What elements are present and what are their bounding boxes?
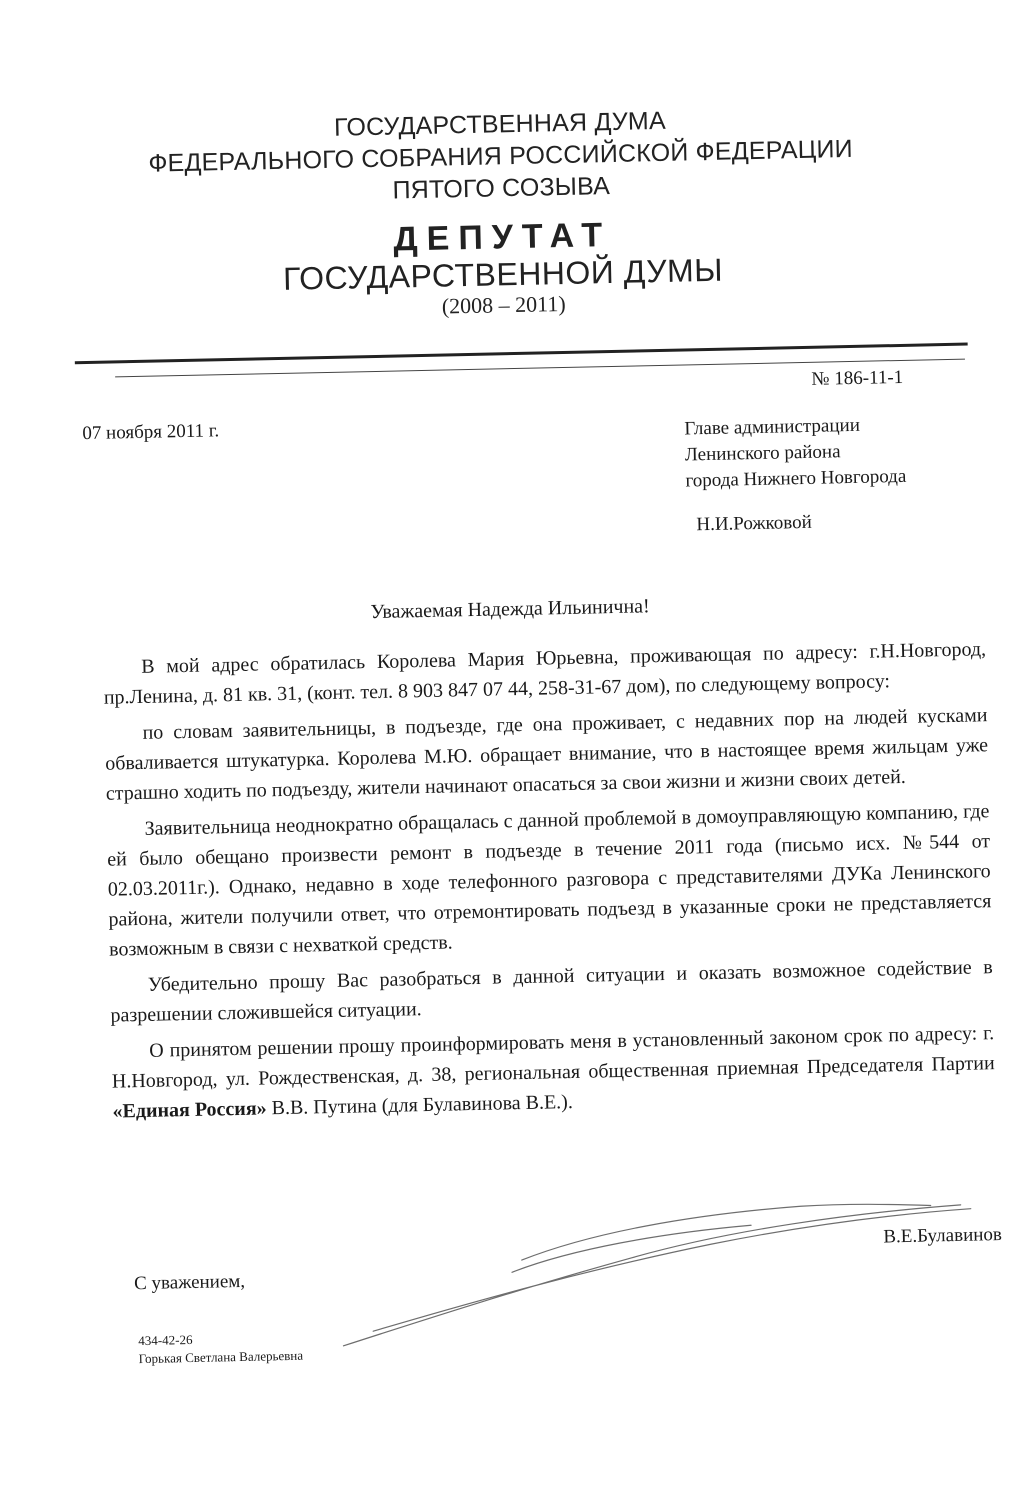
party-name: «Единая Россия» [112,1097,267,1123]
salutation: Уважаемая Надежда Ильинична! [370,595,650,624]
document-number: № 186-11-1 [811,366,904,390]
letter-body [103,634,996,1132]
letterhead-line1: ГОСУДАРСТВЕННАЯ ДУМА [333,106,667,142]
final-text-after: В.В. Путина (для Булавинова В.Е.). [266,1090,574,1120]
executor-contact: 434-42-26 Горькая Светлана Валерьевна [138,1332,304,1367]
body-paragraph: В мой адрес обратилась Королева Мария Юрьевна, проживающая по адресу: г.Н.Новгород, пр.Ленина, д. 81 кв. 31, (конт. тел. 8 903 847 07 44, 258-31-67 дом), по следующему вопросу: [103,638,987,709]
letterhead-line3: ПЯТОГО СОЗЫВА [392,172,611,205]
closing-phrase: С уважением, [133,1270,246,1295]
body-paragraph: Убедительно прошу Вас разобраться в данной ситуации и оказать возможное содействие в разрешении сложившейся ситуации. [110,956,993,1027]
letterhead-subtitle: ГОСУДАРСТВЕННОЙ ДУМЫ [282,251,724,297]
letterhead-title: ДЕПУТАТ [393,215,612,259]
body-paragraph-final [111,1018,996,1126]
letterhead-organization [0,98,1014,215]
letterhead-years: (2008 – 2011) [441,290,566,319]
body-paragraph: Заявительница неоднократно обращалась с данной проблемой в домоуправляющую компанию, где ей было обещано произвести ремонт в подъезде в течение 2011 года (письмо исх. №544 от 02.03.2011г.). Однако, недавно в ходе телефонного разговора с представителями ДУКа Ленинского района, жители получили ответ, что отремонтировать подъезд в указанные сроки не представляется возможным в связи с нехваткой средств. [107,800,992,961]
addressee-name: Н.И.Рожковой [696,511,813,536]
signer-name: В.Е.Булавинов [883,1224,1003,1248]
final-text-before: О принятом решении прошу проинформировать меня в установленный законом срок по адресу: г. Н.Новгород, ул. Рождественская, д. 38, региональная общественная приемная Председателя Партии [111,1022,995,1093]
handwritten-signature [331,1190,994,1364]
body-paragraph: по словам заявительницы, в подъезде, где она проживает, с недавних пор на людей кусками обваливается штукатурка. Королева М.Ю. обращает внимание, что в настоящее время жильцам уже страшно ходить по подъезду, жители начинают опасаться за свои жизни и жизни своих детей. [105,704,989,805]
letterhead-line2: ФЕДЕРАЛЬНОГО СОБРАНИЯ РОССИЙСКОЙ ФЕДЕРАЦИИ [148,134,854,178]
addressee-block: Главе администрации Ленинского района города Нижнего Новгорода [684,414,907,492]
letter-date: 07 ноября 2011 г. [82,420,220,445]
